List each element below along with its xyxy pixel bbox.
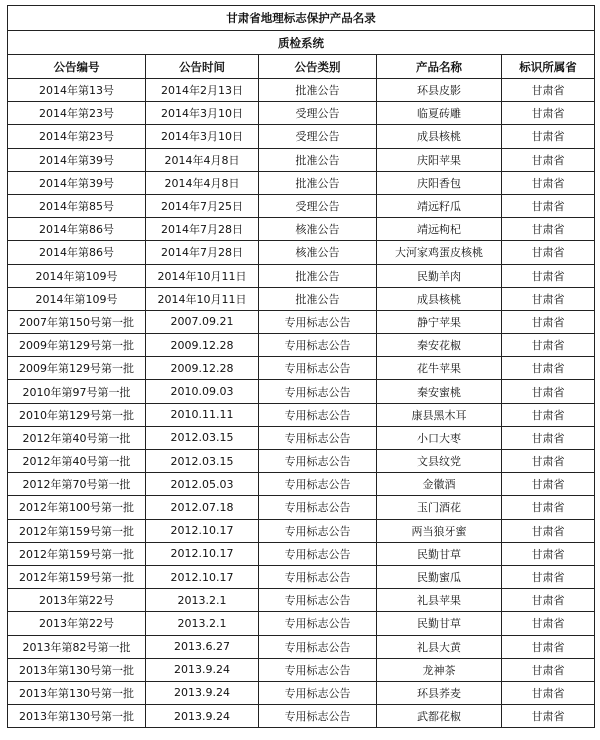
cell-province: 甘肃省 <box>502 287 595 310</box>
cell-announcement-no: 2014年第109号 <box>8 287 146 310</box>
cell-announcement-no: 2013年第130号第一批 <box>8 658 146 681</box>
cell-product-name: 环县荞麦 <box>377 681 502 704</box>
table-row <box>8 79 595 102</box>
cell-province: 甘肃省 <box>502 403 595 426</box>
table-row <box>8 426 595 449</box>
header-province: 标识所属省 <box>502 55 595 79</box>
cell-product-name: 武都花椒 <box>377 705 502 728</box>
cell-announcement-type: 专用标志公告 <box>259 542 377 565</box>
cell-announcement-date: 2014年10月11日 <box>146 264 259 287</box>
cell-announcement-no: 2012年第100号第一批 <box>8 496 146 519</box>
cell-announcement-type: 专用标志公告 <box>259 681 377 704</box>
cell-product-name: 秦安花椒 <box>377 334 502 357</box>
cell-announcement-date: 2014年3月10日 <box>146 102 259 125</box>
cell-province: 甘肃省 <box>502 148 595 171</box>
subtitle-row <box>8 31 595 55</box>
cell-announcement-no: 2012年第40号第一批 <box>8 426 146 449</box>
cell-product-name: 民勤羊肉 <box>377 264 502 287</box>
table-row <box>8 241 595 264</box>
cell-product-name: 庆阳苹果 <box>377 148 502 171</box>
cell-announcement-no: 2012年第159号第一批 <box>8 519 146 542</box>
table-row <box>8 264 595 287</box>
cell-province: 甘肃省 <box>502 426 595 449</box>
cell-announcement-type: 专用标志公告 <box>259 589 377 612</box>
cell-announcement-type: 专用标志公告 <box>259 403 377 426</box>
cell-announcement-no: 2014年第23号 <box>8 125 146 148</box>
table-row <box>8 519 595 542</box>
cell-announcement-date: 2014年7月28日 <box>146 218 259 241</box>
cell-announcement-type: 专用标志公告 <box>259 565 377 588</box>
cell-announcement-type: 核准公告 <box>259 218 377 241</box>
cell-province: 甘肃省 <box>502 241 595 264</box>
cell-announcement-type: 批准公告 <box>259 287 377 310</box>
cell-announcement-no: 2014年第39号 <box>8 171 146 194</box>
cell-province: 甘肃省 <box>502 612 595 635</box>
cell-announcement-type: 专用标志公告 <box>259 450 377 473</box>
cell-announcement-type: 受理公告 <box>259 102 377 125</box>
cell-announcement-type: 专用标志公告 <box>259 496 377 519</box>
cell-announcement-date: 2009.12.28 <box>146 357 259 380</box>
cell-province: 甘肃省 <box>502 635 595 658</box>
cell-province: 甘肃省 <box>502 519 595 542</box>
cell-announcement-no: 2014年第23号 <box>8 102 146 125</box>
cell-province: 甘肃省 <box>502 380 595 403</box>
table-body <box>8 6 595 728</box>
table-row <box>8 194 595 217</box>
table-row <box>8 357 595 380</box>
cell-product-name: 成县核桃 <box>377 287 502 310</box>
header-product-name: 产品名称 <box>377 55 502 79</box>
cell-announcement-no: 2012年第70号第一批 <box>8 473 146 496</box>
cell-province: 甘肃省 <box>502 589 595 612</box>
cell-announcement-date: 2014年4月8日 <box>146 171 259 194</box>
cell-province: 甘肃省 <box>502 218 595 241</box>
cell-announcement-no: 2014年第109号 <box>8 264 146 287</box>
cell-announcement-type: 专用标志公告 <box>259 519 377 542</box>
cell-announcement-no: 2012年第159号第一批 <box>8 542 146 565</box>
cell-announcement-type: 专用标志公告 <box>259 705 377 728</box>
cell-announcement-type: 受理公告 <box>259 125 377 148</box>
table-row <box>8 403 595 426</box>
cell-announcement-date: 2007.09.21 <box>146 310 259 333</box>
cell-product-name: 大河家鸡蛋皮核桃 <box>377 241 502 264</box>
table-row <box>8 496 595 519</box>
cell-announcement-date: 2014年4月8日 <box>146 148 259 171</box>
cell-province: 甘肃省 <box>502 125 595 148</box>
table-row <box>8 148 595 171</box>
cell-announcement-no: 2013年第130号第一批 <box>8 705 146 728</box>
table-title: 甘肃省地理标志保护产品名录 <box>8 6 595 31</box>
cell-announcement-type: 批准公告 <box>259 171 377 194</box>
cell-announcement-date: 2012.10.17 <box>146 542 259 565</box>
cell-announcement-date: 2010.09.03 <box>146 380 259 403</box>
cell-announcement-date: 2014年10月11日 <box>146 287 259 310</box>
cell-product-name: 文县纹党 <box>377 450 502 473</box>
table-row <box>8 287 595 310</box>
cell-announcement-no: 2014年第13号 <box>8 79 146 102</box>
cell-announcement-date: 2013.6.27 <box>146 635 259 658</box>
table-row <box>8 450 595 473</box>
cell-announcement-type: 专用标志公告 <box>259 635 377 658</box>
cell-announcement-type: 专用标志公告 <box>259 334 377 357</box>
cell-province: 甘肃省 <box>502 681 595 704</box>
cell-announcement-no: 2013年第22号 <box>8 589 146 612</box>
table-row <box>8 705 595 728</box>
cell-product-name: 龙神茶 <box>377 658 502 681</box>
cell-announcement-date: 2013.9.24 <box>146 705 259 728</box>
cell-announcement-no: 2014年第86号 <box>8 218 146 241</box>
cell-announcement-type: 专用标志公告 <box>259 380 377 403</box>
cell-announcement-date: 2012.03.15 <box>146 426 259 449</box>
cell-province: 甘肃省 <box>502 496 595 519</box>
cell-announcement-no: 2010年第129号第一批 <box>8 403 146 426</box>
cell-province: 甘肃省 <box>502 357 595 380</box>
cell-announcement-date: 2013.2.1 <box>146 589 259 612</box>
cell-announcement-date: 2013.9.24 <box>146 658 259 681</box>
header-announcement-date: 公告时间 <box>146 55 259 79</box>
cell-product-name: 靖远枸杞 <box>377 218 502 241</box>
table-row <box>8 334 595 357</box>
cell-product-name: 礼县大黄 <box>377 635 502 658</box>
cell-announcement-no: 2012年第159号第一批 <box>8 565 146 588</box>
cell-product-name: 两当狼牙蜜 <box>377 519 502 542</box>
cell-announcement-type: 受理公告 <box>259 194 377 217</box>
header-row <box>8 55 595 79</box>
cell-announcement-date: 2014年7月25日 <box>146 194 259 217</box>
cell-province: 甘肃省 <box>502 171 595 194</box>
cell-product-name: 静宁苹果 <box>377 310 502 333</box>
table-row <box>8 635 595 658</box>
cell-announcement-date: 2013.2.1 <box>146 612 259 635</box>
table-row <box>8 542 595 565</box>
cell-product-name: 花牛苹果 <box>377 357 502 380</box>
cell-announcement-no: 2009年第129号第一批 <box>8 357 146 380</box>
cell-announcement-no: 2007年第150号第一批 <box>8 310 146 333</box>
cell-province: 甘肃省 <box>502 310 595 333</box>
table-row <box>8 218 595 241</box>
table-row <box>8 473 595 496</box>
cell-product-name: 康县黑木耳 <box>377 403 502 426</box>
table-row <box>8 380 595 403</box>
cell-announcement-date: 2012.03.15 <box>146 450 259 473</box>
cell-province: 甘肃省 <box>502 658 595 681</box>
title-row <box>8 6 595 31</box>
table-row <box>8 125 595 148</box>
cell-announcement-type: 核准公告 <box>259 241 377 264</box>
cell-product-name: 民勤蜜瓜 <box>377 565 502 588</box>
cell-province: 甘肃省 <box>502 705 595 728</box>
cell-province: 甘肃省 <box>502 102 595 125</box>
table-row <box>8 658 595 681</box>
cell-product-name: 靖远籽瓜 <box>377 194 502 217</box>
cell-announcement-date: 2012.10.17 <box>146 565 259 588</box>
cell-announcement-no: 2013年第130号第一批 <box>8 681 146 704</box>
cell-product-name: 礼县苹果 <box>377 589 502 612</box>
cell-province: 甘肃省 <box>502 194 595 217</box>
table-row <box>8 102 595 125</box>
cell-province: 甘肃省 <box>502 565 595 588</box>
header-announcement-type: 公告类别 <box>259 55 377 79</box>
cell-announcement-no: 2014年第85号 <box>8 194 146 217</box>
cell-announcement-date: 2013.9.24 <box>146 681 259 704</box>
cell-announcement-date: 2012.07.18 <box>146 496 259 519</box>
cell-announcement-no: 2013年第22号 <box>8 612 146 635</box>
cell-announcement-type: 专用标志公告 <box>259 357 377 380</box>
cell-province: 甘肃省 <box>502 542 595 565</box>
cell-announcement-type: 批准公告 <box>259 264 377 287</box>
cell-announcement-no: 2012年第40号第一批 <box>8 450 146 473</box>
table-row <box>8 612 595 635</box>
cell-province: 甘肃省 <box>502 79 595 102</box>
cell-product-name: 金徽酒 <box>377 473 502 496</box>
cell-announcement-type: 专用标志公告 <box>259 612 377 635</box>
cell-province: 甘肃省 <box>502 473 595 496</box>
cell-announcement-no: 2014年第39号 <box>8 148 146 171</box>
header-announcement-no: 公告编号 <box>8 55 146 79</box>
cell-announcement-type: 专用标志公告 <box>259 310 377 333</box>
cell-announcement-type: 专用标志公告 <box>259 658 377 681</box>
cell-product-name: 环县皮影 <box>377 79 502 102</box>
table-subtitle: 质检系统 <box>8 31 595 55</box>
cell-announcement-no: 2009年第129号第一批 <box>8 334 146 357</box>
cell-announcement-type: 专用标志公告 <box>259 473 377 496</box>
cell-announcement-date: 2009.12.28 <box>146 334 259 357</box>
table-row <box>8 310 595 333</box>
cell-announcement-date: 2010.11.11 <box>146 403 259 426</box>
cell-announcement-no: 2010年第97号第一批 <box>8 380 146 403</box>
cell-announcement-type: 批准公告 <box>259 79 377 102</box>
cell-product-name: 民勤甘草 <box>377 542 502 565</box>
cell-product-name: 秦安蜜桃 <box>377 380 502 403</box>
product-list-table <box>7 5 595 728</box>
cell-announcement-date: 2012.10.17 <box>146 519 259 542</box>
cell-product-name: 成县核桃 <box>377 125 502 148</box>
cell-province: 甘肃省 <box>502 450 595 473</box>
table-row <box>8 171 595 194</box>
cell-product-name: 玉门酒花 <box>377 496 502 519</box>
cell-product-name: 小口大枣 <box>377 426 502 449</box>
cell-announcement-date: 2014年7月28日 <box>146 241 259 264</box>
cell-announcement-date: 2012.05.03 <box>146 473 259 496</box>
cell-announcement-date: 2014年3月10日 <box>146 125 259 148</box>
cell-product-name: 民勤甘草 <box>377 612 502 635</box>
cell-announcement-no: 2014年第86号 <box>8 241 146 264</box>
cell-product-name: 庆阳香包 <box>377 171 502 194</box>
cell-announcement-date: 2014年2月13日 <box>146 79 259 102</box>
cell-announcement-type: 批准公告 <box>259 148 377 171</box>
table-row <box>8 681 595 704</box>
cell-product-name: 临夏砖雕 <box>377 102 502 125</box>
cell-province: 甘肃省 <box>502 264 595 287</box>
table-row <box>8 565 595 588</box>
cell-announcement-type: 专用标志公告 <box>259 426 377 449</box>
table-row <box>8 589 595 612</box>
cell-province: 甘肃省 <box>502 334 595 357</box>
cell-announcement-no: 2013年第82号第一批 <box>8 635 146 658</box>
